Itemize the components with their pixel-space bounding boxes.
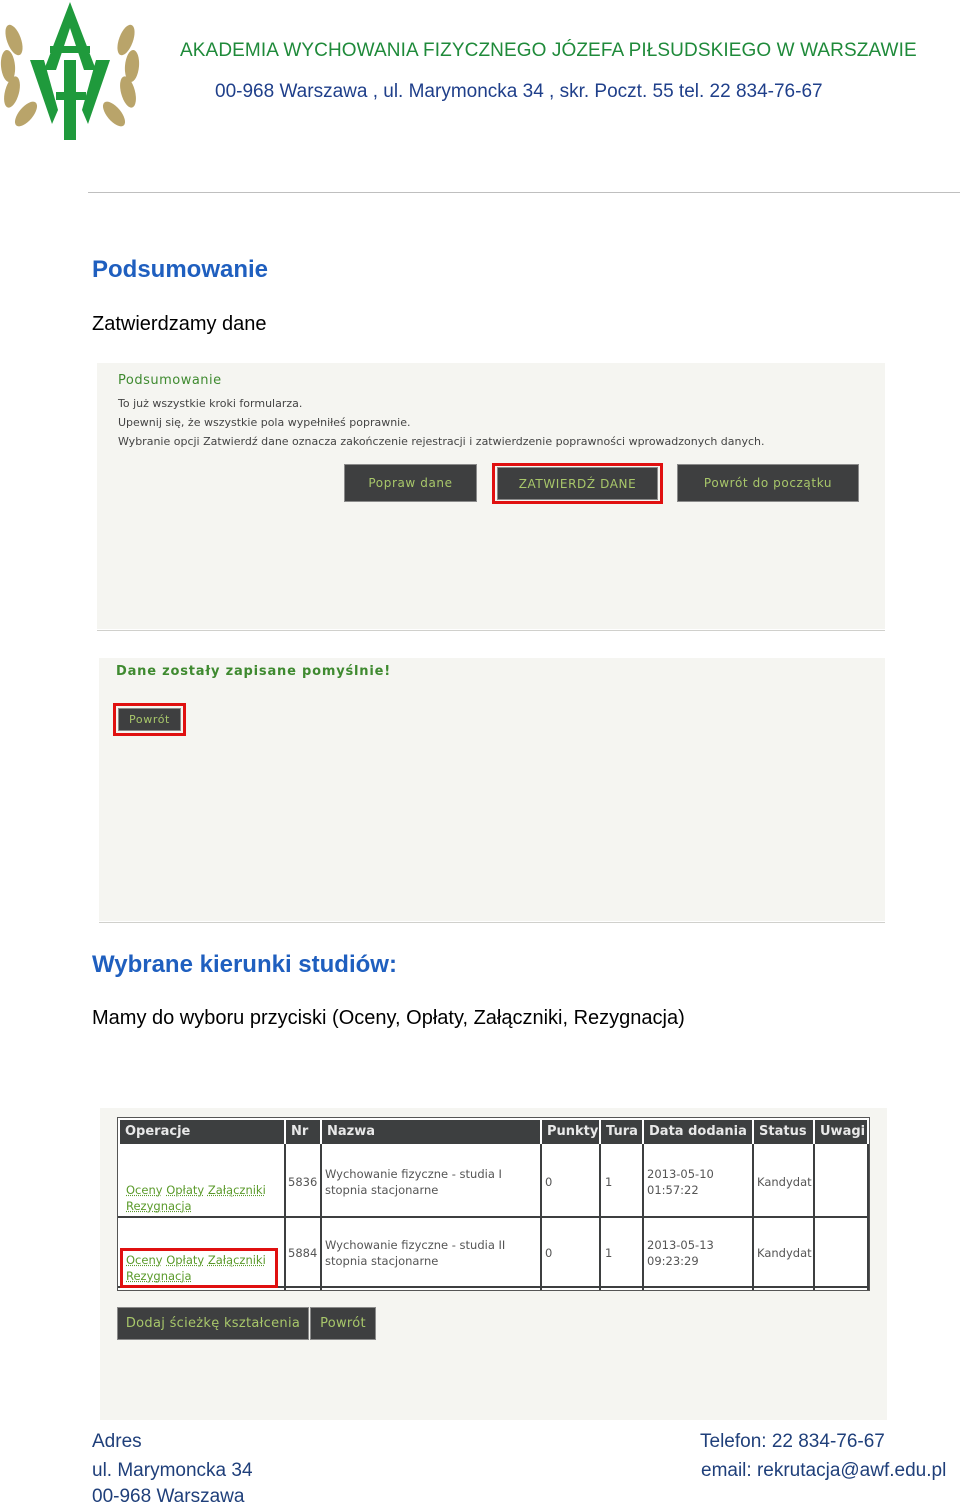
row-status: Kandydat: [757, 1175, 812, 1189]
fees-link[interactable]: Opłaty: [166, 1183, 205, 1197]
attachments-link[interactable]: Załączniki: [207, 1253, 266, 1267]
institution-address: 00-968 Warszawa , ul. Marymoncka 34 , skr. Poczt. 55 tel. 22 834-76-67: [215, 81, 823, 102]
awf-logo: [0, 0, 140, 142]
grades-link[interactable]: Oceny: [126, 1253, 163, 1267]
footer-city: 00-968 Warszawa: [92, 1486, 245, 1507]
row-nr: 5836: [288, 1175, 318, 1189]
row-date-line: 2013-05-10: [647, 1167, 714, 1181]
saved-panel: [99, 658, 885, 921]
row-points: 0: [545, 1175, 553, 1189]
summary-panel-line: Wybranie opcji Zatwierdź dane oznacza zakończenie rejestracji i zatwierdzenie poprawności wprowadzonych danych.: [118, 435, 765, 448]
col-header: Nr: [286, 1120, 320, 1144]
summary-panel-line: Upewnij się, że wszystkie pola wypełniłeś poprawnie.: [118, 416, 411, 429]
row-name-line: Wychowanie fizyczne - studia I: [325, 1167, 502, 1181]
institution-name: AKADEMIA WYCHOWANIA FIZYCZNEGO JÓZEFA PIŁSUDSKIEGO W WARSZAWIE: [180, 40, 917, 61]
row-operations: [126, 1252, 276, 1284]
panel-divider: [97, 630, 885, 631]
programs-subtitle: Mamy do wyboru przyciski (Oceny, Opłaty, Załączniki, Rezygnacja): [92, 1007, 685, 1029]
summary-panel-title: Podsumowanie: [118, 373, 222, 388]
row-nr: 5884: [288, 1246, 318, 1260]
row-round: 1: [605, 1246, 613, 1260]
highlight-frame: [113, 703, 186, 736]
saved-message: Dane zostały zapisane pomyślnie!: [116, 664, 391, 679]
col-header: Tura: [601, 1120, 642, 1144]
footer-address-label: Adres: [92, 1431, 142, 1452]
row-time-line: 09:23:29: [647, 1254, 699, 1268]
restart-button[interactable]: Powrót do początku: [677, 464, 859, 502]
row-date: [647, 1166, 714, 1198]
resign-link[interactable]: Rezygnacja: [126, 1199, 192, 1213]
col-header: Data dodania: [644, 1120, 752, 1144]
resign-link[interactable]: Rezygnacja: [126, 1269, 192, 1283]
row-name-line: stopnia stacjonarne: [325, 1183, 439, 1197]
fees-link[interactable]: Opłaty: [166, 1253, 205, 1267]
footer-email[interactable]: email: rekrutacja@awf.edu.pl: [701, 1460, 947, 1481]
summary-subtitle: Zatwierdzamy dane: [92, 313, 267, 335]
summary-panel: [97, 363, 885, 629]
row-date: [647, 1237, 714, 1269]
row-name: [325, 1166, 502, 1198]
panel-divider: [99, 922, 885, 923]
row-name-line: Wychowanie fizyczne - studia II: [325, 1238, 506, 1252]
row-name-line: stopnia stacjonarne: [325, 1254, 439, 1268]
row-operations: [126, 1182, 276, 1214]
row-name: [325, 1237, 505, 1269]
col-header: Punkty: [542, 1120, 599, 1144]
confirm-data-button[interactable]: ZATWIERDŹ DANE: [497, 467, 658, 500]
programs-heading: Wybrane kierunki studiów:: [92, 951, 397, 978]
summary-heading: Podsumowanie: [92, 256, 269, 283]
col-header: Nazwa: [322, 1120, 540, 1144]
header-divider: [88, 192, 960, 193]
grid-line: [118, 1216, 869, 1218]
row-status: Kandydat: [757, 1246, 812, 1260]
add-path-button[interactable]: Dodaj ścieżkę kształcenia: [117, 1307, 309, 1340]
row-date-line: 2013-05-13: [647, 1238, 714, 1252]
back-button[interactable]: Powrót: [118, 708, 181, 731]
grades-link[interactable]: Oceny: [126, 1183, 163, 1197]
footer-phone: Telefon: 22 834-76-67: [700, 1431, 885, 1452]
col-header: Uwagi: [815, 1120, 867, 1144]
row-time-line: 01:57:22: [647, 1183, 699, 1197]
row-points: 0: [545, 1246, 553, 1260]
col-header: Operacje: [120, 1120, 284, 1144]
fix-data-button[interactable]: Popraw dane: [344, 464, 477, 502]
highlight-frame: [492, 463, 663, 504]
col-header: Status: [754, 1120, 813, 1144]
attachments-link[interactable]: Załączniki: [207, 1183, 266, 1197]
summary-panel-line: To już wszystkie kroki formularza.: [118, 397, 303, 410]
footer-street: ul. Marymoncka 34: [92, 1460, 253, 1481]
row-round: 1: [605, 1175, 613, 1189]
table-back-button[interactable]: Powrót: [310, 1307, 376, 1340]
programs-table: [117, 1117, 870, 1291]
